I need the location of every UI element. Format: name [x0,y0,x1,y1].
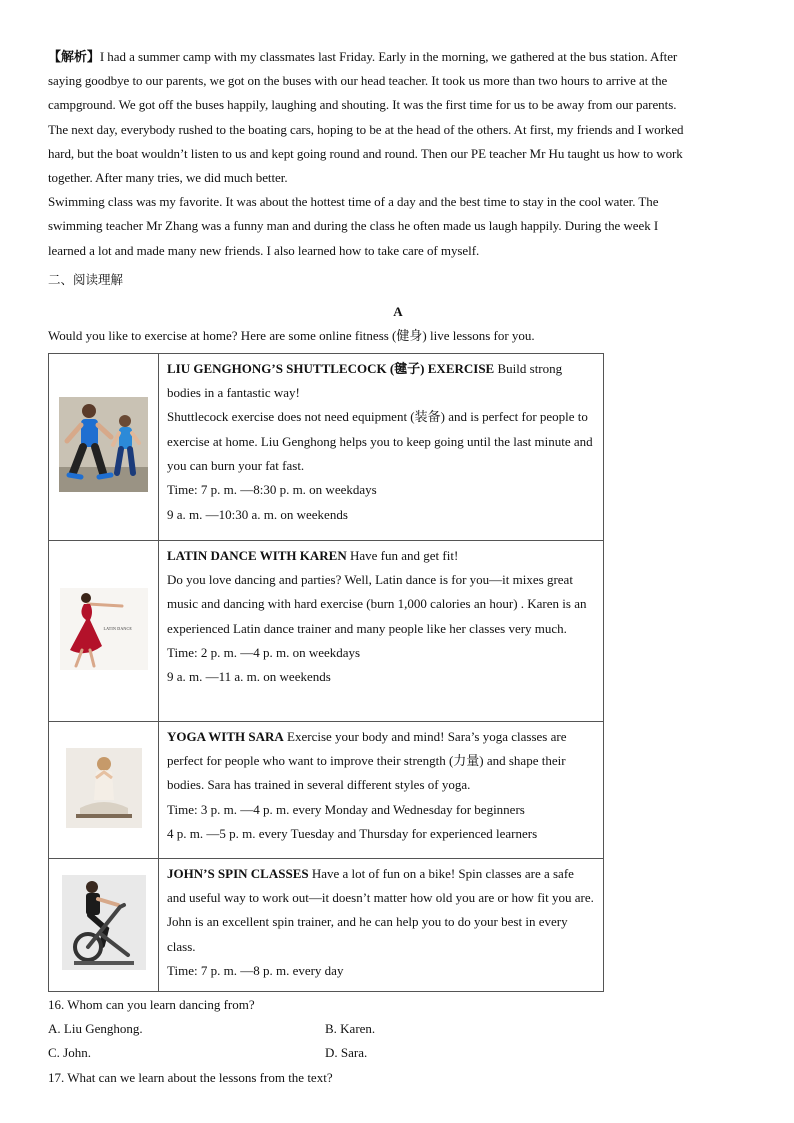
question-16-options-row-1 [48,1017,748,1041]
lesson-title: LIU GENGHONG’S SHUTTLECOCK (毽子) EXERCISE [167,360,495,376]
lesson-tagline: Build strong bodies in a fantastic way! [167,360,563,401]
question-17-stem: 17. What can we learn about the lessons from the text? [48,1069,333,1085]
lesson-time-experienced: 4 p. m. —5 p. m. every Tuesday and Thursday for experienced learners [167,826,538,842]
lesson-title: YOGA WITH SARA [167,728,284,744]
lesson-text-cell [159,353,604,540]
passage-line-8: swimming teacher Mr Zhang was a funny man and during the class he often made us laugh happily. During the week I [48,218,659,234]
photo-cell [49,540,159,721]
lesson-time-weekday: Time: 7 p. m. —8:30 p. m. on weekdays [167,482,377,498]
lesson-row-latin-dance [49,540,604,721]
lesson-description: Have a lot of fun on a bike! Spin classes are a safe and useful way to work out—it doesn’t matter how old you are or how fit you are. John is an excellent spin trainer, and he can help you to do your best in every class. [167,865,594,954]
answer-tag: 【解析】 [48,49,100,64]
lesson-row-yoga [49,721,604,858]
passage-line-4: The next day, everybody rushed to the boating cars, hoping to be at the head of the others. At first, my friends and I worked [48,121,684,137]
yoga-photo [66,748,142,828]
passage-line-7: Swimming class was my favorite. It was about the hottest time of a day and the best time to stay in the cool water. The [48,194,659,210]
lesson-text-cell [159,540,604,721]
passage-line-2: saying goodbye to our parents, we got on the buses with our head teacher. It took us more than two hours to arrive at the [48,73,668,89]
passage-line-6: together. After many tries, we did much better. [48,170,288,186]
passage-line-9: learned a lot and made many new friends. I also learned how to take care of myself. [48,242,480,258]
lessons-table [48,353,604,992]
passage [48,45,748,263]
spin-class-photo [62,875,146,970]
lesson-description: Shuttlecock exercise does not need equipment (装备) and is perfect for people to exercise at home. Liu Genghong helps you to keep going until the last minute and you can burn your fat fast. [167,409,593,474]
lesson-row-spin [49,858,604,991]
question-16-stem: 16. Whom can you learn dancing from? [48,996,255,1012]
photo-cell [49,353,159,540]
option-c[interactable]: C. John. [48,1045,91,1061]
option-b[interactable]: B. Karen. [325,1021,376,1037]
lesson-time-weekend: 9 a. m. —10:30 a. m. on weekends [167,506,348,522]
option-a[interactable]: A. Liu Genghong. [48,1021,143,1037]
lesson-description: Exercise your body and mind! Sara’s yoga classes are perfect for people who want to improve their strength (力量) and shape their bodies. Sara has trained in several different styles of yoga. [167,728,567,793]
lesson-tagline: Have fun and get fit! [350,547,459,563]
photo-caption: LATIN DANCE [103,625,133,631]
document-page [48,45,748,1090]
section-heading: 二、阅读理解 [48,271,124,287]
lesson-text-cell [159,721,604,858]
intro-text: Would you like to exercise at home? Here are some online fitness (健身) live lessons for you. [48,327,535,343]
shuttlecock-exercise-photo [59,397,148,492]
part-title: A [393,303,403,319]
questions [48,993,748,1090]
lesson-text-cell [159,858,604,991]
lesson-title: LATIN DANCE WITH KAREN [167,547,347,563]
lesson-title: JOHN’S SPIN CLASSES [167,865,309,881]
photo-cell [49,858,159,991]
photo-cell [49,721,159,858]
passage-line-1: 【解析】I had a summer camp with my classmates last Friday. Early in the morning, we gathered at the bus station. After [48,49,678,64]
latin-dance-photo [60,588,148,670]
lesson-time-beginners: Time: 3 p. m. —4 p. m. every Monday and Wednesday for beginners [167,801,525,817]
lesson-time-weekday: Time: 2 p. m. —4 p. m. on weekdays [167,645,361,661]
question-16-options-row-2 [48,1041,748,1065]
lesson-time-weekend: 9 a. m. —11 a. m. on weekends [167,669,331,685]
option-d[interactable]: D. Sara. [325,1045,368,1061]
passage-line-3: campground. We got off the buses happily, laughing and shouting. It was the first time for us to be away from our parents. [48,97,677,113]
lesson-time-daily: Time: 7 p. m. —8 p. m. every day [167,963,344,979]
lesson-description: Do you love dancing and parties? Well, Latin dance is for you—it mixes great music and dancing with hard exercise (burn 1,000 calories an hour) . Karen is an experienced Latin dance trainer and many people like her classes very much. [167,572,587,636]
passage-line-5: hard, but the boat wouldn’t listen to us and kept going round and round. Then our PE teacher Mr Hu taught us how to work [48,145,683,161]
lesson-row-shuttlecock [49,353,604,540]
